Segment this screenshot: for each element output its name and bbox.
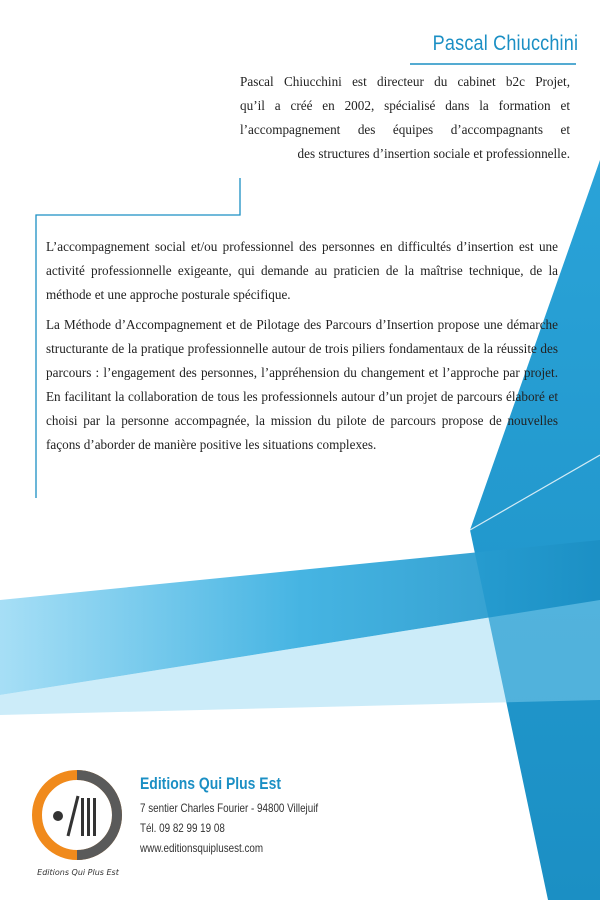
- publisher-info: [140, 774, 357, 858]
- author-name: Pascal Chiucchini: [432, 32, 578, 55]
- publisher-website[interactable]: www.editionsquiplusest.com: [140, 841, 264, 855]
- publisher-logo: [32, 770, 122, 860]
- logo-caption: Editions Qui Plus Est: [37, 868, 119, 877]
- publisher-address: 7 sentier Charles Fourier - 94800 Villejuif: [140, 801, 319, 815]
- bio-line: qu’il a créé en 2002, spécialisé dans la formation et: [240, 98, 570, 113]
- publisher-name: Editions Qui Plus Est: [140, 774, 281, 793]
- book-summary: [46, 235, 558, 463]
- summary-paragraph-1: L’accompagnement social et/ou professionnel des personnes en difficultés d’insertion est une activité professionnelle exigeante, qui demande au praticien de la maîtrise technique, de la méthode et une approche posturale spécifique.: [46, 239, 558, 302]
- bio-line: l’accompagnement des équipes d’accompagnants et: [240, 122, 570, 137]
- author-bio: [240, 70, 570, 166]
- bio-line: Pascal Chiucchini est directeur du cabinet b2c Projet,: [240, 74, 570, 89]
- publisher-phone: Tél. 09 82 99 19 08: [140, 821, 225, 835]
- bio-line: des structures d’insertion sociale et professionnelle.: [297, 146, 570, 161]
- summary-paragraph-2: La Méthode d’Accompagnement et de Pilotage des Parcours d’Insertion propose une démarche structurante de la pratique professionnelle autour de trois piliers fondamentaux de la réussite des parcours : l’engagement des personnes, l’appréhension du changement et l’approche par projet. En facilitant la collaboration de tous les professionnels autour d’un projet de parcours élaboré et choisi par la personne accompagnée, la mission du pilote de parcours propose de nouvelles façons d’aborder de manière positive les situations complexes.: [46, 317, 558, 452]
